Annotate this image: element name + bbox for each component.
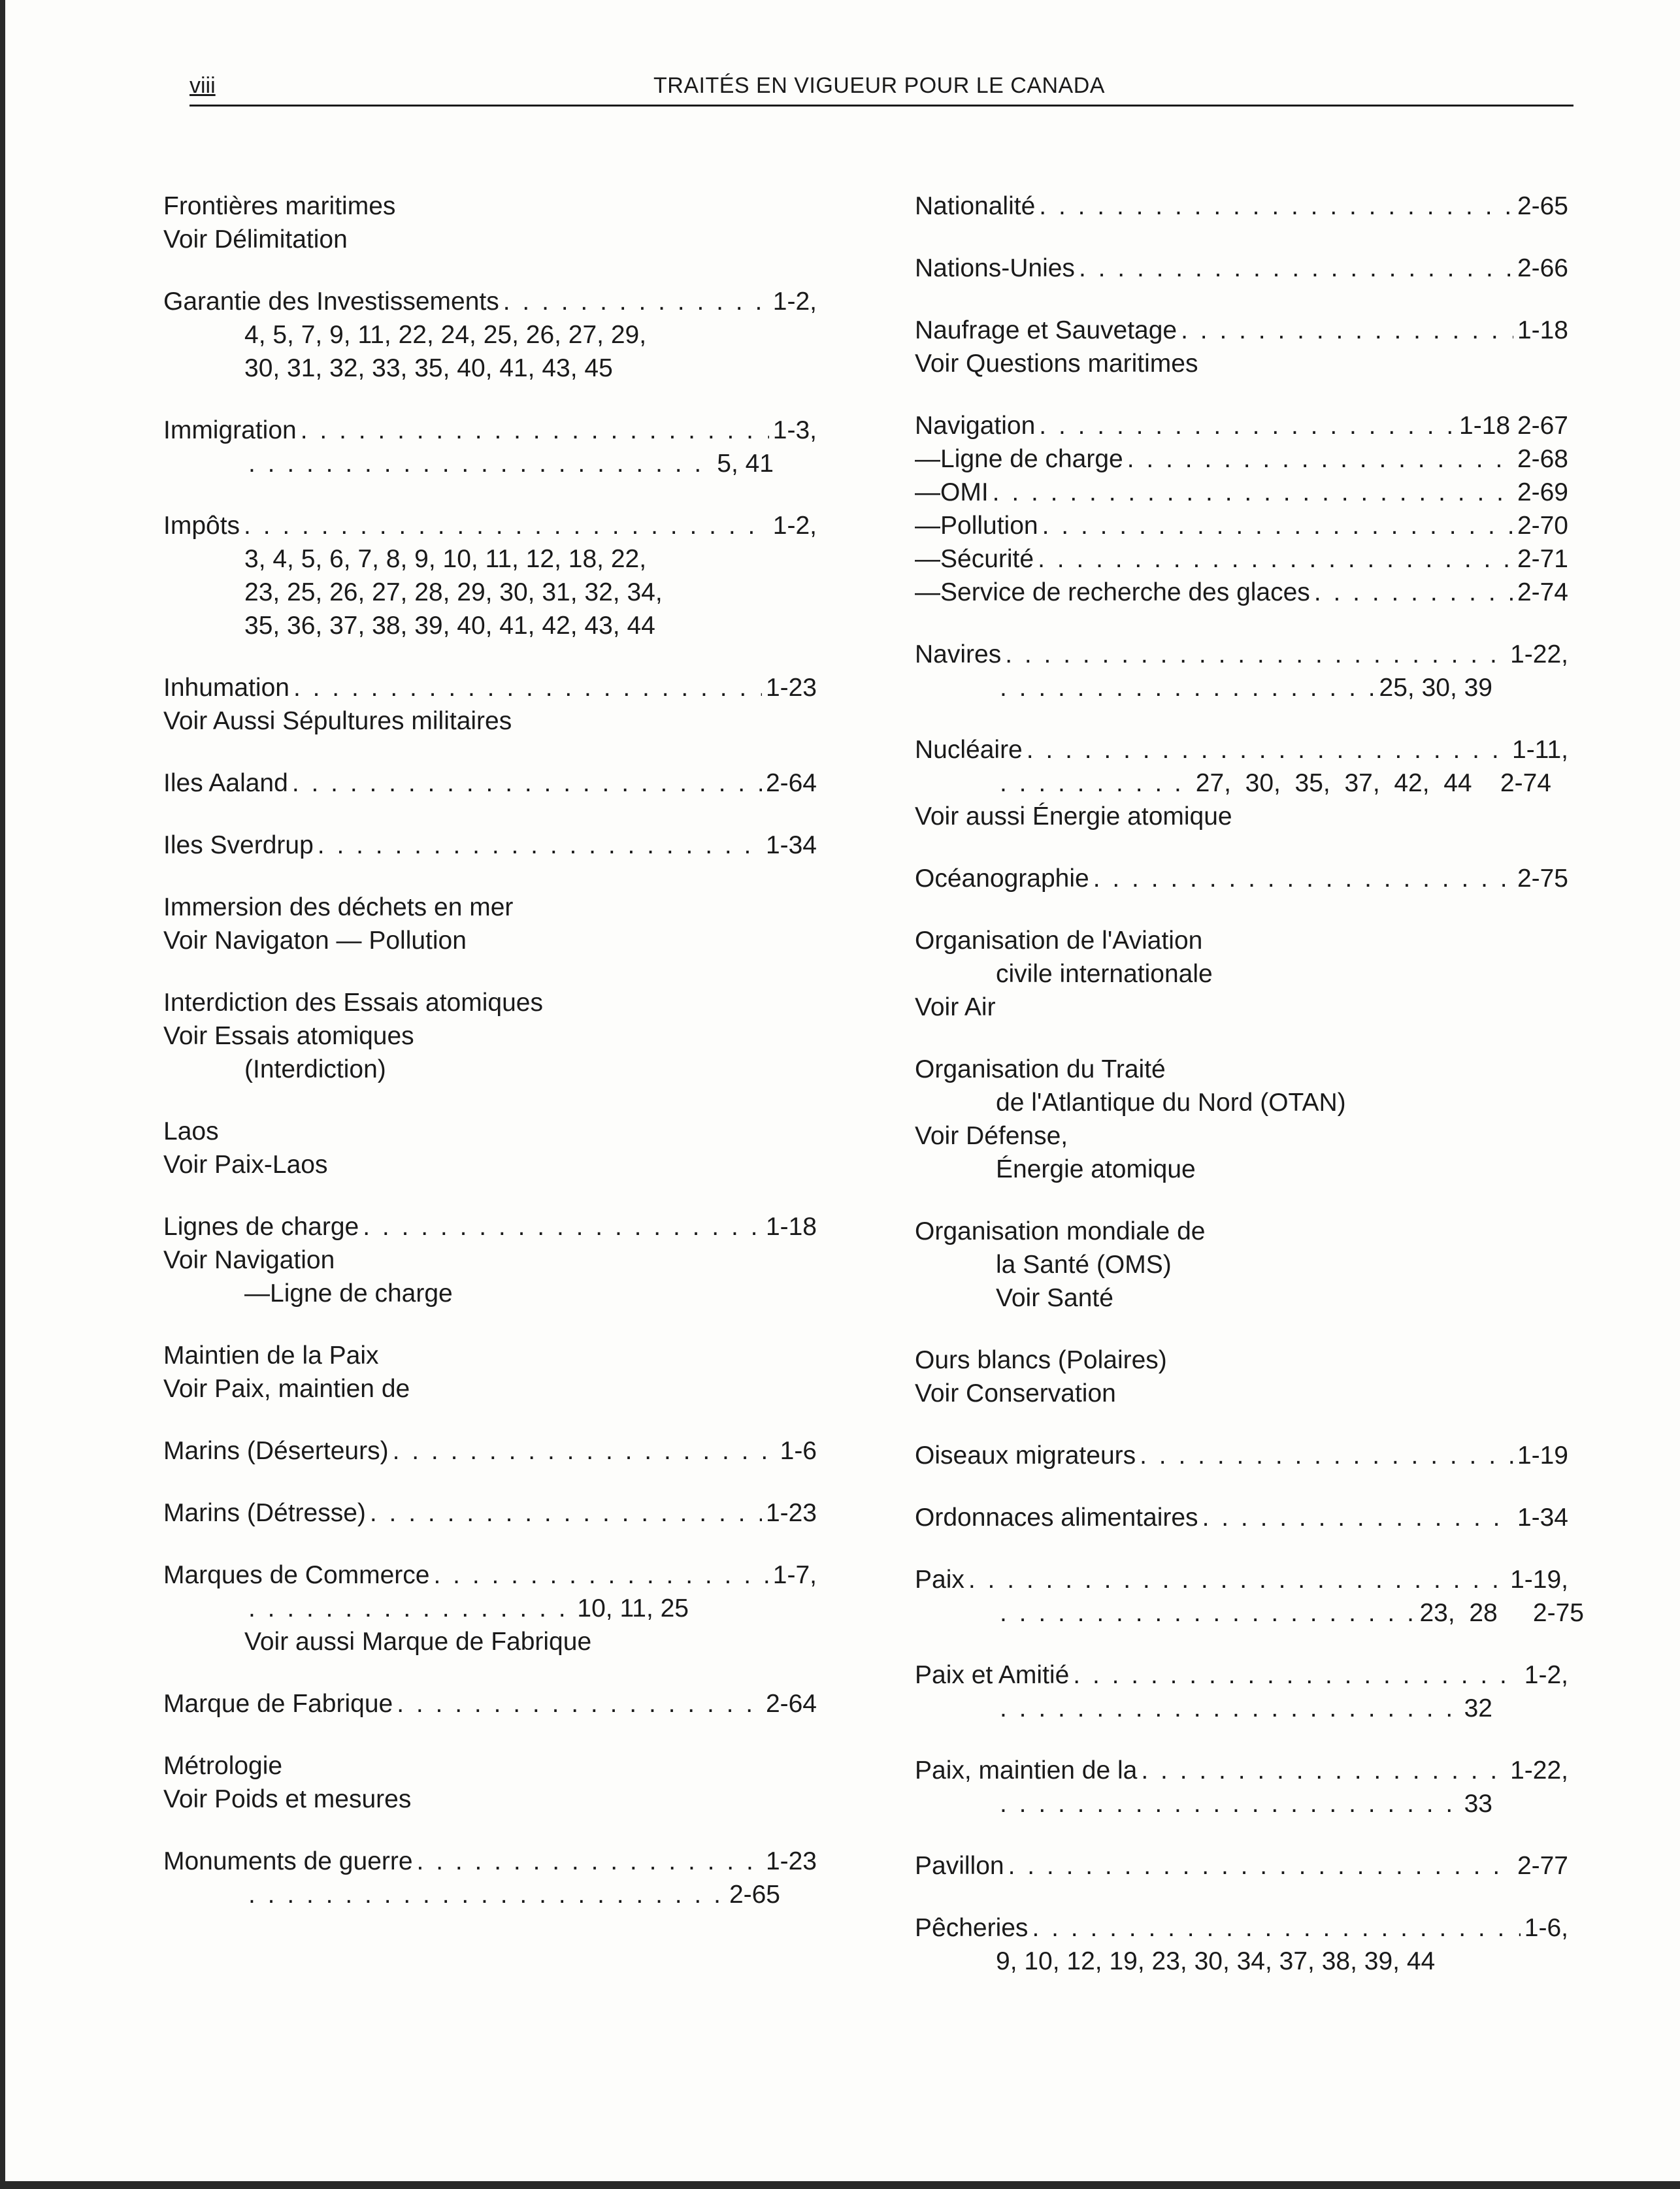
leader-dots [1141,1754,1506,1787]
entry-term: Inhumation [163,674,289,702]
entry-term: Ordonnaces alimentaires [915,1504,1198,1532]
entry-subterm: —Sécurité [915,545,1034,573]
entry-ref-cont: 23, 28 2-75 [1419,1599,1584,1627]
entry-term: Iles Aaland [163,769,288,797]
index-column-left [163,189,817,1940]
entry-ref: 1-2, [772,288,817,316]
leader-dots [1000,1596,1415,1630]
entry-ref: 2-71 [1517,545,1568,573]
entry-ref-cont: 30, 31, 32, 33, 35, 40, 41, 43, 45 [244,354,613,382]
leader-dots [1000,1787,1460,1820]
leader-dots [1042,509,1513,542]
entry-ref: 2-68 [1517,445,1568,473]
entry-ref: 2-64 [765,1690,817,1718]
entry-term: Navigation [915,412,1036,440]
entry-ref: 1-19, [1510,1566,1568,1594]
leader-dots [503,285,769,318]
leader-dots [1140,1439,1513,1472]
entry-term: Organisation du Traité [915,1055,1166,1083]
index-entry [163,1496,817,1530]
entry-term: Impôts [163,512,240,540]
entry-term: Immersion des déchets en mer [163,893,514,921]
index-entry [915,862,1568,895]
index-entry [915,1658,1568,1725]
index-entry [915,314,1568,380]
entry-ref: 1-6 [780,1437,817,1465]
leader-dots [370,1496,762,1530]
index-entry [163,829,817,862]
entry-ref-cont: 9, 10, 12, 19, 23, 30, 34, 37, 38, 39, 44 [996,1947,1436,1975]
entry-see: Voir Conservation [915,1379,1116,1407]
leader-dots [1038,542,1513,576]
entry-ref: 1-3, [772,416,817,444]
index-entry [915,1343,1568,1410]
entry-ref: 1-23 [765,674,817,702]
entry-ref: 1-34 [765,831,817,859]
leader-dots [248,1592,573,1625]
entry-see: Voir Aussi Sépultures militaires [163,707,512,735]
entry-ref: 1-34 [1517,1504,1568,1532]
entry-term-cont: de l'Atlantique du Nord (OTAN) [996,1089,1346,1117]
entry-ref: 2-64 [765,769,817,797]
entry-ref: 2-66 [1517,254,1568,282]
leader-dots [1181,314,1513,347]
index-entry [915,189,1568,223]
leader-dots [1314,576,1513,609]
entry-term: Maintien de la Paix [163,1341,379,1370]
entry-ref-cont: 25, 30, 39 [1379,674,1492,702]
leader-dots [293,671,762,704]
index-entry [163,1687,817,1720]
entry-term: Paix, maintien de la [915,1756,1138,1785]
entry-term: Interdiction des Essais atomiques [163,989,543,1017]
entry-term: Marins (Déserteurs) [163,1437,389,1465]
entry-ref-cont: 33 [1464,1790,1492,1818]
entry-term: Organisation de l'Aviation [915,927,1203,955]
index-entry [915,1215,1568,1315]
entry-term: Paix [915,1566,964,1594]
entry-see: Voir Défense, [915,1122,1068,1150]
entry-ref-cont: 3, 4, 5, 6, 7, 8, 9, 10, 11, 12, 18, 22, [244,545,647,573]
entry-term: Oiseaux migrateurs [915,1441,1136,1470]
index-entry [163,1845,817,1911]
index-entry [163,766,817,800]
leader-dots [292,766,762,800]
index-entry [163,509,817,642]
page-number: viii [189,73,216,98]
leader-dots [244,509,769,542]
leader-dots [248,1878,725,1911]
index-entry [915,1563,1584,1630]
entry-term: Iles Sverdrup [163,831,314,859]
entry-ref: 1-18 [765,1213,817,1241]
leader-dots [1039,189,1513,223]
running-title: TRAITÉS EN VIGUEUR POUR LE CANADA [653,73,1105,98]
entry-ref: 2-77 [1517,1852,1568,1880]
entry-term: Nationalité [915,192,1036,220]
leader-dots [301,414,769,447]
leader-dots [1005,638,1506,671]
entry-term: Nucléaire [915,736,1023,764]
entry-see: Voir Navigaton — Pollution [163,927,467,955]
entry-ref: 1-22, [1510,640,1568,668]
leader-dots [1093,862,1513,895]
entry-term: Nations-Unies [915,254,1075,282]
entry-ref-cont: 35, 36, 37, 38, 39, 40, 41, 42, 43, 44 [244,612,655,640]
entry-ref: 1-6, [1524,1914,1568,1942]
entry-see: Voir Questions maritimes [915,350,1198,378]
index-entry [915,252,1568,285]
index-entry [163,1434,817,1468]
entry-ref-cont: 5, 41 [717,450,774,478]
entry-term: Garantie des Investissements [163,288,499,316]
entry-term: Métrologie [163,1752,283,1780]
entry-ref: 2-65 [1517,192,1568,220]
entry-ref: 2-74 [1517,578,1568,606]
index-entry [915,1501,1568,1534]
index-entry [163,285,817,385]
leader-dots [318,829,762,862]
index-entry [163,1558,817,1658]
index-entry [163,1339,817,1406]
entry-term: Immigration [163,416,297,444]
entry-term: Monuments de guerre [163,1847,413,1875]
entry-see: Voir Paix, maintien de [163,1375,410,1403]
entry-see: Voir Essais atomiques [163,1022,414,1050]
leader-dots [433,1558,768,1592]
index-entry [163,1210,817,1310]
leader-dots [1000,671,1375,704]
entry-term: Navires [915,640,1002,668]
entry-ref: 1-22, [1510,1756,1568,1785]
index-entry [163,891,817,957]
leader-dots [1127,442,1513,476]
index-entry [163,671,817,738]
entry-ref: 1-2, [1524,1661,1568,1689]
leader-dots [393,1434,776,1468]
leader-dots [363,1210,762,1243]
leader-dots [1039,409,1455,442]
header-rule [189,105,1573,107]
entry-ref-cont: 4, 5, 7, 9, 11, 22, 24, 25, 26, 27, 29, [244,321,647,349]
entry-ref: 1-18 [1517,316,1568,344]
leader-dots [1008,1849,1513,1883]
entry-subterm: —Service de recherche des glaces [915,578,1310,606]
entry-ref: 2-75 [1517,864,1568,893]
leader-dots [397,1687,762,1720]
entry-term: Pêcheries [915,1914,1029,1942]
leader-dots [1000,1692,1460,1725]
entry-term: Ours blancs (Polaires) [915,1346,1167,1374]
entry-see: Voir Navigation [163,1246,335,1274]
leader-dots [417,1845,762,1878]
index-entry [163,986,817,1086]
entry-term: Naufrage et Sauvetage [915,316,1178,344]
entry-ref: 1-18 2-67 [1459,412,1568,440]
entry-term: Marques de Commerce [163,1561,430,1589]
entry-ref: 1-2, [772,512,817,540]
entry-see: Voir aussi Énergie atomique [915,802,1232,831]
scan-edge-left [0,0,5,2189]
leader-dots [248,447,713,480]
index-column-right [915,189,1584,2007]
index-entry [163,414,817,480]
entry-ref: 1-11, [1512,736,1568,764]
entry-subterm: —Pollution [915,512,1038,540]
index-entry [915,1849,1568,1883]
entry-see: Voir Paix-Laos [163,1151,328,1179]
entry-ref: 1-7, [772,1561,817,1589]
index-entry [915,1439,1568,1472]
entry-see: Voir aussi Marque de Fabrique [244,1628,592,1656]
entry-ref-cont: 10, 11, 25 [577,1594,689,1622]
entry-ref-cont: 2-65 [729,1881,780,1909]
leader-dots [993,476,1513,509]
entry-term-cont: civile internationale [996,960,1213,988]
entry-subterm: —Ligne de charge [915,445,1123,473]
index-entry [163,1115,817,1181]
entry-see-cont: Énergie atomique [996,1155,1196,1183]
index-entry [915,1053,1568,1186]
leader-dots [1027,733,1508,766]
entry-ref: 1-23 [765,1847,817,1875]
entry-ref: 1-19 [1517,1441,1568,1470]
entry-ref: 1-23 [765,1499,817,1527]
entry-ref-cont: 32 [1464,1694,1492,1722]
entry-term: Océanographie [915,864,1089,893]
entry-ref-cont: 23, 25, 26, 27, 28, 29, 30, 31, 32, 34, [244,578,663,606]
leader-dots [968,1563,1506,1596]
leader-dots [1073,1658,1521,1692]
index-entry [163,1749,817,1816]
entry-term: Marins (Détresse) [163,1499,366,1527]
entry-ref-cont: 27, 30, 35, 37, 42, 44 2-74 [1195,769,1551,797]
index-entry [163,189,817,256]
entry-see: Voir Santé [996,1284,1113,1312]
entry-term-cont: la Santé (OMS) [996,1251,1172,1279]
index-entry [915,1911,1568,1978]
entry-term: Pavillon [915,1852,1004,1880]
entry-term: Marque de Fabrique [163,1690,393,1718]
entry-see-cont: —Ligne de charge [244,1279,453,1308]
entry-see-cont: (Interdiction) [244,1055,386,1083]
leader-dots [1202,1501,1513,1534]
entry-see: Voir Délimitation [163,225,348,254]
index-entry [915,733,1568,833]
index-entry [915,1754,1568,1820]
index-entry [915,409,1568,609]
index-entry [915,924,1568,1024]
entry-ref: 2-69 [1517,478,1568,506]
leader-dots [1079,252,1513,285]
index-entry [915,638,1568,704]
scan-edge-bottom [0,2181,1680,2189]
entry-term: Laos [163,1117,219,1145]
leader-dots [1032,1911,1520,1945]
entry-term: Organisation mondiale de [915,1217,1206,1245]
entry-see: Voir Poids et mesures [163,1785,412,1813]
leader-dots [1000,766,1192,800]
entry-term: Lignes de charge [163,1213,359,1241]
entry-subterm: —OMI [915,478,989,506]
entry-term: Frontières maritimes [163,192,396,220]
entry-ref: 2-70 [1517,512,1568,540]
entry-see: Voir Air [915,993,996,1021]
entry-term: Paix et Amitié [915,1661,1070,1689]
